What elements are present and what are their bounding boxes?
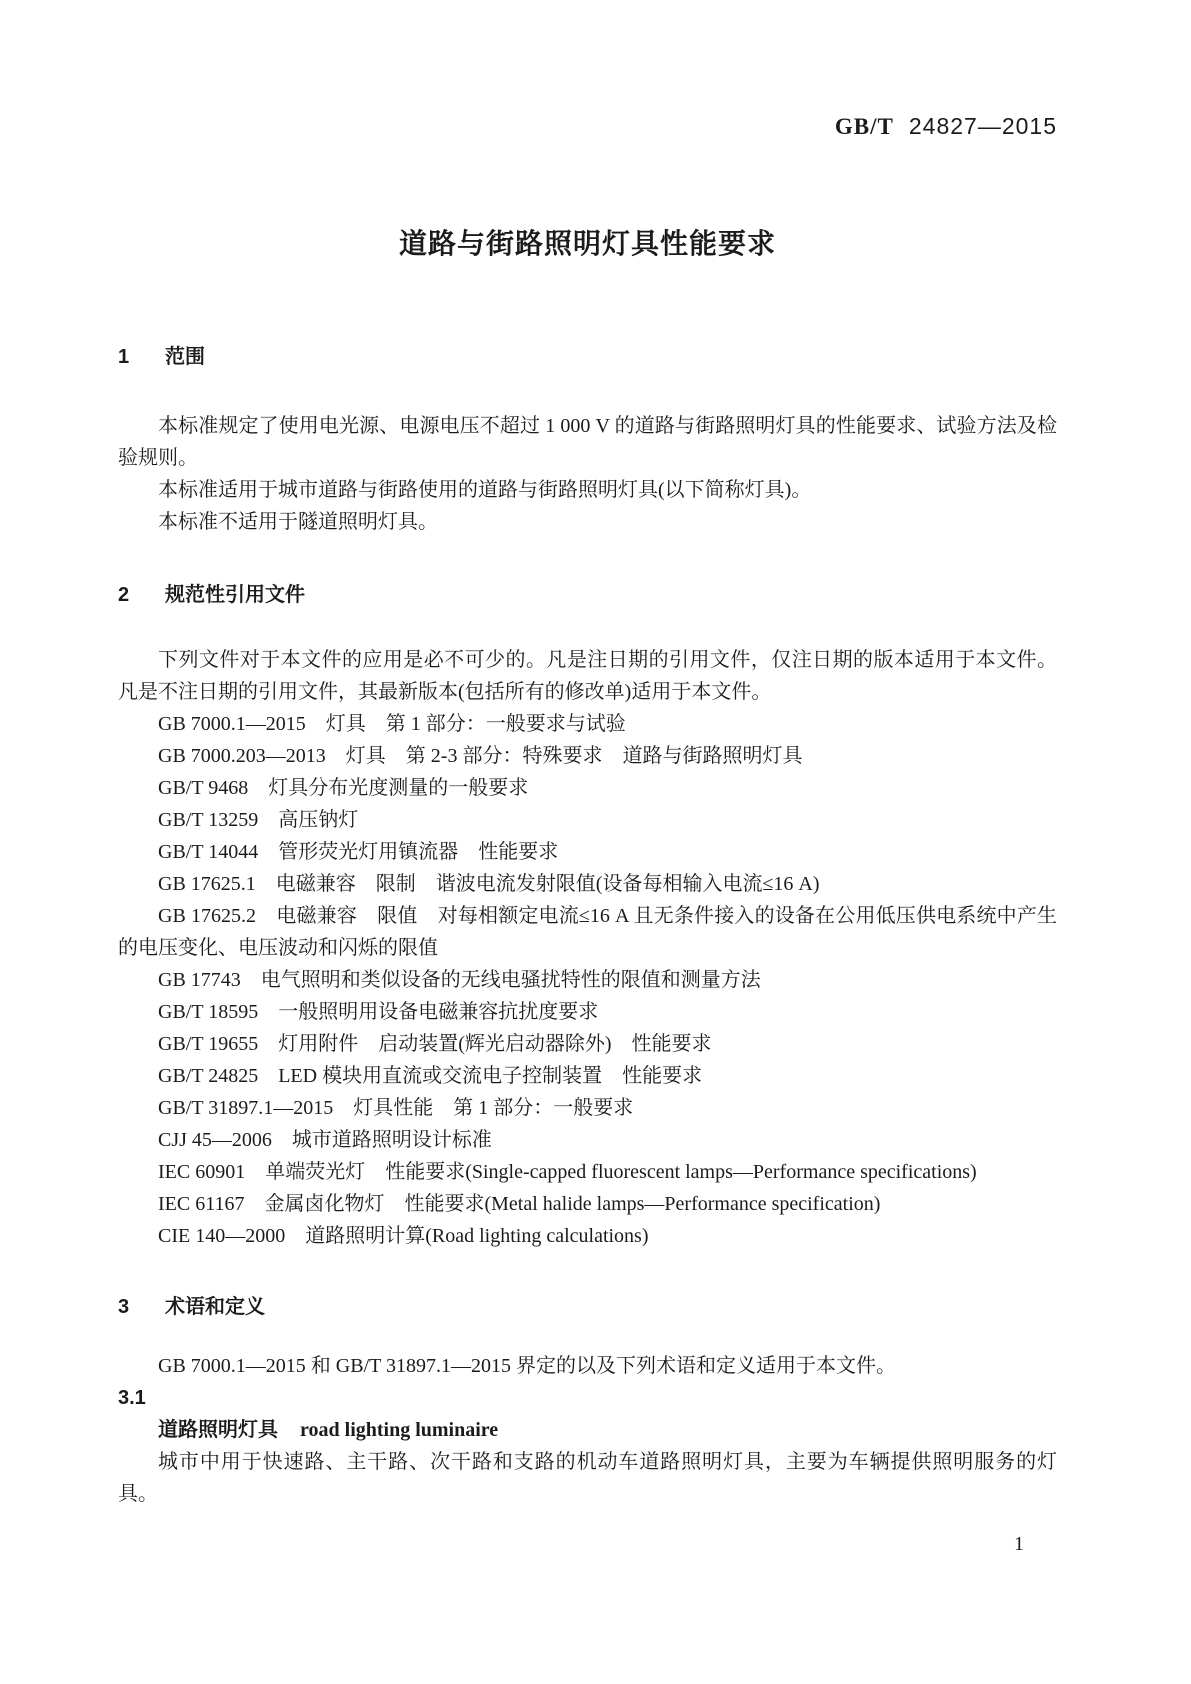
doc-number-prefix: GB/T	[834, 114, 894, 139]
doc-number	[118, 112, 1057, 144]
reference-item: GB/T 14044 管形荧光灯用镇流器 性能要求	[158, 841, 559, 863]
reference-item: GB 7000.203—2013 灯具 第 2-3 部分：特殊要求 道路与街路照明灯具	[158, 745, 803, 767]
term-heading	[118, 1414, 1057, 1446]
section3-heading	[118, 1294, 1057, 1320]
section1-number: 1	[118, 346, 130, 368]
reference-item: GB 17625.2 电磁兼容 限值 对每相额定电流≤16 A 且无条件接入的设备在公用低压供电系统中产生的电压变化、电压波动和闪烁的限值	[118, 905, 1057, 959]
section3-intro: GB 7000.1—2015 和 GB/T 31897.1—2015 界定的以及下列术语和定义适用于本文件。	[158, 1355, 896, 1377]
reference-item: GB 17743 电气照明和类似设备的无线电骚扰特性的限值和测量方法	[158, 969, 761, 991]
reference-item: GB/T 13259 高压钠灯	[158, 809, 359, 831]
term-definition: 城市中用于快速路、主干路、次干路和支路的机动车道路照明灯具，主要为车辆提供照明服务的灯具。	[118, 1451, 1057, 1505]
section2-heading	[118, 582, 1057, 608]
reference-item: IEC 60901 单端荧光灯 性能要求(Single-capped fluorescent lamps—Performance specifications)	[158, 1161, 977, 1183]
section1-paragraph-3: 本标准不适用于隧道照明灯具。	[158, 511, 438, 533]
section1-heading	[118, 344, 1057, 370]
page-content	[0, 112, 1191, 1510]
section2-intro: 下列文件对于本文件的应用是必不可少的。凡是注日期的引用文件，仅注日期的版本适用于本文件。凡是不注日期的引用文件，其最新版本(包括所有的修改单)适用于本文件。	[118, 649, 1057, 703]
doc-number-value: 24827—2015	[908, 113, 1057, 139]
reference-item: CJJ 45—2006 城市道路照明设计标准	[158, 1129, 492, 1151]
normative-references-list	[118, 708, 1057, 1252]
term-clause-number: 3.1	[118, 1387, 146, 1409]
reference-item: IEC 61167 金属卤化物灯 性能要求(Metal halide lamps—Performance specification)	[158, 1193, 881, 1215]
term-name-en: road lighting luminaire	[300, 1419, 499, 1441]
reference-item: GB/T 19655 灯用附件 启动装置(辉光启动器除外) 性能要求	[158, 1033, 712, 1055]
reference-item: GB 7000.1—2015 灯具 第 1 部分：一般要求与试验	[158, 713, 626, 735]
section2-title: 规范性引用文件	[165, 584, 305, 606]
section3-number: 3	[118, 1296, 130, 1318]
reference-item: CIE 140—2000 道路照明计算(Road lighting calculations)	[158, 1225, 649, 1247]
page-number: 1	[1014, 1533, 1024, 1555]
section1-paragraph-1: 本标准规定了使用电光源、电源电压不超过 1 000 V 的道路与街路照明灯具的性能要求、试验方法及检验规则。	[118, 415, 1057, 469]
reference-item: GB/T 9468 灯具分布光度测量的一般要求	[158, 777, 529, 799]
reference-item: GB 17625.1 电磁兼容 限制 谐波电流发射限值(设备每相输入电流≤16 A)	[158, 873, 820, 895]
reference-item: GB/T 18595 一般照明用设备电磁兼容抗扰度要求	[158, 1001, 599, 1023]
term-name-zh: 道路照明灯具	[158, 1419, 278, 1441]
document-title: 道路与街路照明灯具性能要求	[398, 228, 776, 259]
section3-title: 术语和定义	[165, 1296, 265, 1318]
section1-title: 范围	[165, 346, 205, 368]
reference-item: GB/T 24825 LED 模块用直流或交流电子控制装置 性能要求	[158, 1065, 703, 1087]
reference-item: GB/T 31897.1—2015 灯具性能 第 1 部分：一般要求	[158, 1097, 634, 1119]
section2-number: 2	[118, 584, 130, 606]
section1-paragraph-2: 本标准适用于城市道路与街路使用的道路与街路照明灯具(以下简称灯具)。	[158, 479, 812, 501]
